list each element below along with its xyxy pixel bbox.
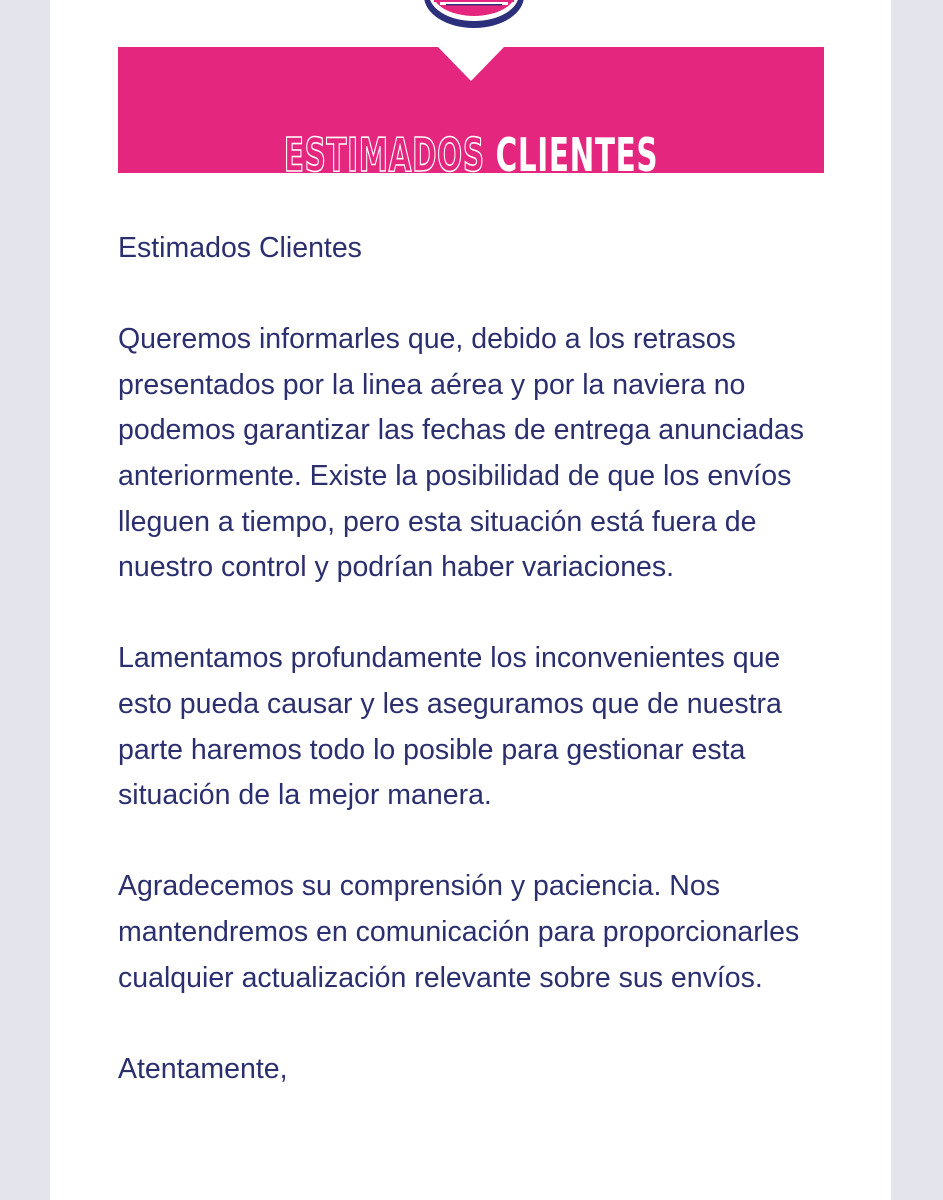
paragraph-apology: Lamentamos profundamente los inconvenientes que esto pueda causar y les aseguramos que de nuestra parte haremos todo lo posible para gestionar esta situación de la mejor manera. — [118, 642, 782, 812]
greeting: Estimados Clientes — [118, 232, 362, 264]
banner-title-outline: ESTIMADOS — [283, 128, 485, 173]
banner-title-solid: CLIENTES — [495, 128, 659, 173]
banner-title — [245, 128, 697, 173]
company-logo-icon — [420, 0, 528, 34]
closing: Atentamente, — [118, 1052, 288, 1085]
header-banner — [118, 47, 824, 173]
letter-body — [118, 226, 838, 1138]
paragraph-thanks: Agradecemos su comprensión y paciencia. Nos mantendremos en comunicación para proporcionarles cualquier actualización relevante sobre sus envíos. — [118, 870, 800, 994]
paragraph-delivery-delays: Queremos informarles que, debido a los retrasos presentados por la linea aérea y por la naviera no podemos garantizar las fechas de entrega anunciadas anteriormente. Existe la posibilidad de que los envíos lleguen a tiempo, pero esta situación está fuera de nuestro control y podrían haber variaciones. — [118, 323, 805, 584]
